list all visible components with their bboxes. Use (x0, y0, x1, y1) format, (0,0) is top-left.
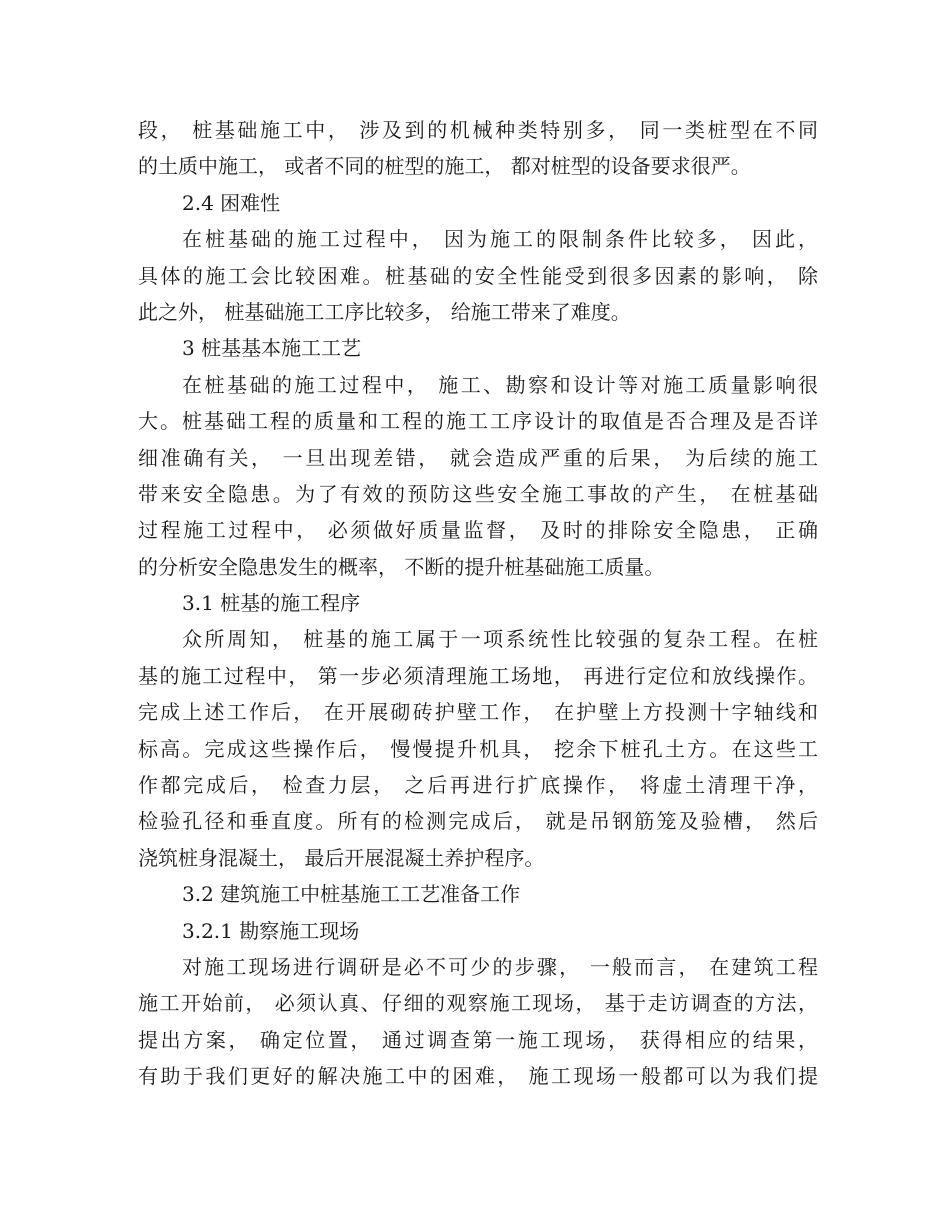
text-line: 施工开始前， 必须认真、仔细的观察施工现场， 基于走访调查的方法， (138, 991, 818, 1016)
text-line: 检验孔径和垂直度。所有的检测完成后， 就是吊钢筋笼及验槽， 然后 (138, 809, 818, 834)
text-line: 的分析安全隐患发生的概率， 不断的提升桩基础施工质量。 (138, 554, 665, 579)
text-line: 具体的施工会比较困难。桩基础的安全性能受到很多因素的影响， 除 (138, 263, 818, 288)
text-line: 带来安全隐患。为了有效的预防这些安全施工事故的产生， 在桩基础 (138, 481, 818, 506)
text-line: 此之外， 桩基础施工工序比较多， 给施工带来了难度。 (138, 299, 631, 324)
text-line: 在桩基础的施工过程中， 因为施工的限制条件比较多， 因此， (182, 227, 818, 252)
text-line: 细准确有关， 一旦出现差错， 就会造成严重的后果， 为后续的施工 (138, 445, 818, 470)
text-line: 对施工现场进行调研是必不可少的步骤， 一般而言， 在建筑工程 (182, 954, 818, 979)
text-line: 完成上述工作后， 在开展砌砖护壁工作， 在护壁上方投测十字轴线和 (138, 700, 818, 725)
text-line: 段， 桩基础施工中， 涉及到的机械种类特别多， 同一类桩型在不同 (138, 118, 818, 142)
section-heading: 3.1 桩基的施工程序 (182, 591, 361, 616)
text-line: 大。桩基础工程的质量和工程的施工工序设计的取值是否合理及是否详 (138, 409, 818, 434)
section-heading: 3 桩基基本施工工艺 (182, 336, 362, 361)
document-page (138, 112, 818, 1095)
text-line: 过程施工过程中， 必须做好质量监督， 及时的排除安全隐患， 正确 (138, 518, 818, 543)
text-line: 浇筑桩身混凝土， 最后开展混凝土养护程序。 (138, 845, 545, 870)
text-line: 众所周知， 桩基的施工属于一项系统性比较强的复杂工程。在桩 (182, 627, 818, 652)
text-line: 在桩基础的施工过程中， 施工、勘察和设计等对施工质量影响很 (182, 372, 818, 397)
text-line: 的土质中施工， 或者不同的桩型的施工， 都对桩型的设备要求很严。 (138, 154, 751, 179)
section-heading: 2.4 困难性 (182, 190, 281, 215)
subsection-heading: 3.2.1 勘察施工现场 (182, 918, 360, 943)
text-line: 提出方案， 确定位置， 通过调查第一施工现场， 获得相应的结果， (138, 1027, 818, 1052)
text-line: 有助于我们更好的解决施工中的困难， 施工现场一般都可以为我们提 (138, 1064, 818, 1089)
text-line: 作都完成后， 检查力层， 之后再进行扩底操作， 将虚土清理干净， (138, 773, 818, 798)
section-heading: 3.2 建筑施工中桩基施工工艺准备工作 (182, 882, 521, 907)
text-line: 标高。完成这些操作后， 慢慢提升机具， 挖余下桩孔土方。在这些工 (138, 736, 818, 761)
text-line: 基的施工过程中， 第一步必须清理施工场地， 再进行定位和放线操作。 (138, 663, 818, 688)
